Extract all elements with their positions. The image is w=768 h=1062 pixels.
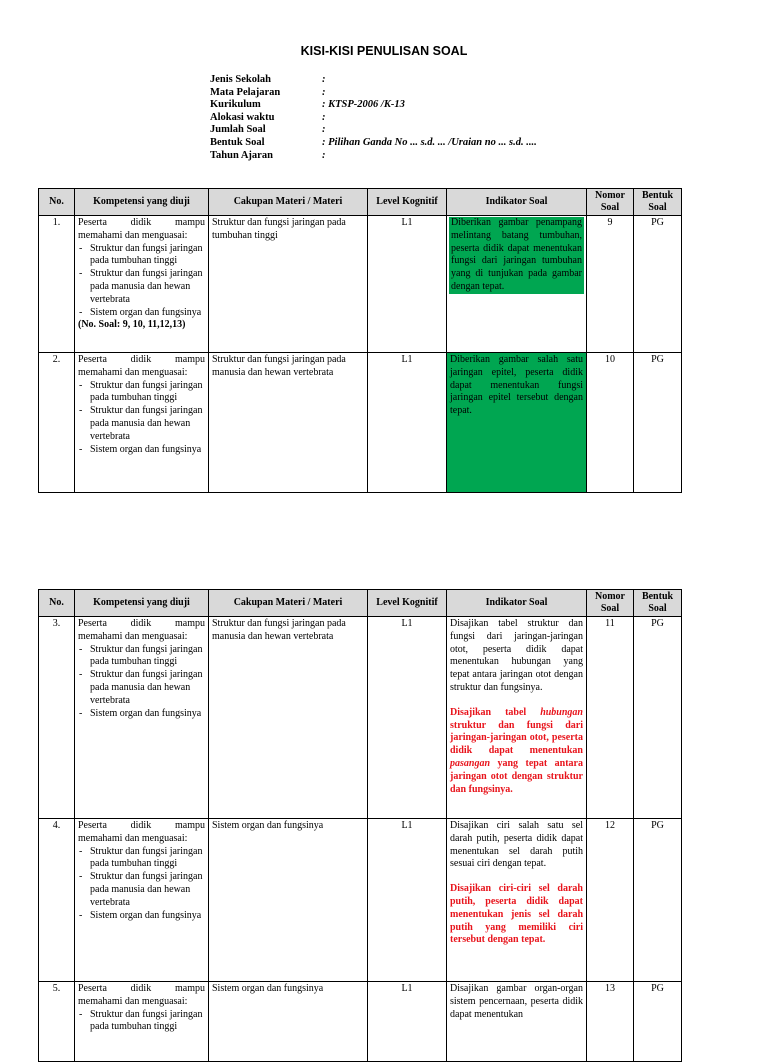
materi-cell: Struktur dan fungsi jaringan pada tumbuhan tinggi bbox=[209, 216, 368, 353]
header-no: No. bbox=[39, 590, 75, 617]
materi-cell: Sistem organ dan fungsinya bbox=[209, 819, 368, 982]
revision-text: yang tepat antara jaringan otot dengan struktur dan fungsinya. bbox=[450, 757, 583, 795]
meta-value: : bbox=[322, 124, 326, 136]
list-item: - Struktur dan fungsi jaringan pada tumbuhan tinggi bbox=[88, 846, 205, 872]
row-no: 4. bbox=[39, 819, 75, 982]
kompetensi-cell bbox=[75, 353, 209, 493]
indikator-highlight: Diberikan gambar penampang melintang batang tumbuhan, peserta didik dapat menentukan fungsi dari jaringan tumbuhan yang di tunjukan pada gambar dengan tepat. bbox=[451, 217, 582, 292]
kisi-kisi-table-1 bbox=[38, 188, 682, 493]
header-nomor: Nomor Soal bbox=[587, 189, 634, 216]
nomor-cell: 12 bbox=[587, 819, 634, 982]
meta-label: Alokasi waktu bbox=[210, 111, 275, 123]
nomor-cell: 9 bbox=[587, 216, 634, 353]
header-no: No. bbox=[39, 189, 75, 216]
meta-label: Tahun Ajaran bbox=[210, 149, 273, 161]
level-cell: L1 bbox=[368, 617, 447, 819]
meta-row-mata-pelajaran bbox=[210, 87, 537, 100]
kompetensi-cell bbox=[75, 216, 209, 353]
kompetensi-intro: Peserta didik mampu memahami dan menguasai: bbox=[78, 618, 205, 642]
kompetensi-cell bbox=[75, 982, 209, 1062]
row-no: 5. bbox=[39, 982, 75, 1062]
table-header-row bbox=[39, 590, 682, 617]
header-level: Level Kognitif bbox=[368, 189, 447, 216]
list-item: - Struktur dan fungsi jaringan pada manusia dan hewan vertebrata bbox=[88, 871, 205, 909]
table-row bbox=[39, 353, 682, 493]
indikator-cell-highlight: Diberikan gambar salah satu jaringan epitel, peserta didik dapat menentukan fungsi jaringan epitel tersebut dengan tepat. bbox=[447, 353, 587, 493]
header-bentuk: Bentuk Soal bbox=[634, 189, 682, 216]
bentuk-cell: PG bbox=[634, 216, 682, 353]
kompetensi-intro: Peserta didik mampu memahami dan menguasai: bbox=[78, 217, 205, 241]
table-row bbox=[39, 819, 682, 982]
header-level: Level Kognitif bbox=[368, 590, 447, 617]
meta-label: Jenis Sekolah bbox=[210, 74, 271, 85]
indikator-cell bbox=[447, 216, 587, 353]
meta-row-bentuk-soal bbox=[210, 137, 537, 150]
kompetensi-list bbox=[78, 380, 205, 457]
kompetensi-cell bbox=[75, 819, 209, 982]
meta-value: : bbox=[322, 74, 326, 85]
revision-text: struktur dan fungsi dari jaringan-jaringan otot, peserta didik dapat menentukan bbox=[450, 719, 583, 757]
bentuk-cell: PG bbox=[634, 982, 682, 1062]
meta-value: : bbox=[322, 149, 326, 161]
kompetensi-intro: Peserta didik mampu memahami dan menguasai: bbox=[78, 983, 205, 1007]
indikator-revision bbox=[450, 707, 583, 797]
document-title: KISI-KISI PENULISAN SOAL bbox=[300, 44, 468, 58]
meta-label: Bentuk Soal bbox=[210, 136, 265, 148]
kompetensi-list bbox=[78, 243, 205, 320]
materi-cell: Struktur dan fungsi jaringan pada manusia dan hewan vertebrata bbox=[209, 617, 368, 819]
list-item: - Struktur dan fungsi jaringan pada manusia dan hewan vertebrata bbox=[88, 405, 205, 443]
meta-label: Jumlah Soal bbox=[210, 124, 266, 136]
bentuk-cell: PG bbox=[634, 617, 682, 819]
level-cell: L1 bbox=[368, 819, 447, 982]
row-no: 3. bbox=[39, 617, 75, 819]
kompetensi-intro: Peserta didik mampu memahami dan menguasai: bbox=[78, 354, 205, 378]
revision-text: Disajikan tabel bbox=[450, 706, 541, 718]
nomor-cell: 13 bbox=[587, 982, 634, 1062]
kompetensi-list bbox=[78, 644, 205, 721]
meta-value: : bbox=[322, 86, 326, 98]
kompetensi-list bbox=[78, 846, 205, 923]
indikator-revision: Disajikan ciri-ciri sel darah putih, peserta didik dapat menentukan jenis sel darah putih yang memiliki ciri tersebut dengan tepat. bbox=[450, 883, 583, 946]
nomor-cell: 11 bbox=[587, 617, 634, 819]
level-cell: L1 bbox=[368, 216, 447, 353]
list-item: - Struktur dan fungsi jaringan pada tumbuhan tinggi bbox=[88, 380, 205, 406]
header-materi: Cakupan Materi / Materi bbox=[209, 590, 368, 617]
indikator-text: Disajikan ciri salah satu sel darah putih, peserta didik dapat menentukan sel darah putih sesuai ciri dengan tepat. bbox=[450, 820, 583, 870]
row-no: 2. bbox=[39, 353, 75, 493]
table-row bbox=[39, 216, 682, 353]
list-item: - Struktur dan fungsi jaringan pada tumbuhan tinggi bbox=[88, 644, 205, 670]
kompetensi-list bbox=[78, 1009, 205, 1035]
meta-row-tahun-ajaran bbox=[210, 150, 537, 163]
bentuk-cell: PG bbox=[634, 819, 682, 982]
meta-value: : KTSP-2006 /K-13 bbox=[322, 99, 405, 111]
meta-row-jenis-sekolah bbox=[210, 74, 537, 87]
no-soal-note: (No. Soal: 9, 10, 11,12,13) bbox=[78, 319, 186, 331]
indikator-text: Disajikan tabel struktur dan fungsi dari jaringan-jaringan otot, peserta didik dapat menentukan hubungan yang tepat antara jaringan otot dengan struktur dan fungsinya. bbox=[450, 618, 583, 693]
list-item: - Struktur dan fungsi jaringan pada manusia dan hewan vertebrata bbox=[88, 669, 205, 707]
kompetensi-cell bbox=[75, 617, 209, 819]
table-row bbox=[39, 617, 682, 819]
meta-label: Kurikulum bbox=[210, 99, 261, 111]
list-item: - Struktur dan fungsi jaringan pada tumbuhan tinggi bbox=[88, 243, 205, 269]
header-materi: Cakupan Materi / Materi bbox=[209, 189, 368, 216]
meta-block bbox=[210, 74, 537, 162]
revision-emphasis: hubungan bbox=[540, 706, 583, 718]
meta-value: : bbox=[322, 111, 326, 123]
meta-row-alokasi-waktu bbox=[210, 112, 537, 125]
row-no: 1. bbox=[39, 216, 75, 353]
materi-cell: Sistem organ dan fungsinya bbox=[209, 982, 368, 1062]
level-cell: L1 bbox=[368, 353, 447, 493]
indikator-cell: Disajikan gambar organ-organ sistem pencernaan, peserta didik dapat menentukan bbox=[447, 982, 587, 1062]
header-kompetensi: Kompetensi yang diuji bbox=[75, 189, 209, 216]
meta-label: Mata Pelajaran bbox=[210, 86, 281, 98]
indikator-cell bbox=[447, 819, 587, 982]
table-header-row bbox=[39, 189, 682, 216]
nomor-cell: 10 bbox=[587, 353, 634, 493]
kisi-kisi-table-2 bbox=[38, 589, 682, 1062]
header-indikator: Indikator Soal bbox=[447, 590, 587, 617]
list-item: - Sistem organ dan fungsinya bbox=[88, 708, 205, 721]
meta-row-kurikulum bbox=[210, 99, 537, 112]
indikator-cell bbox=[447, 617, 587, 819]
revision-emphasis: pasangan bbox=[450, 757, 491, 769]
kompetensi-intro: Peserta didik mampu memahami dan menguasai: bbox=[78, 820, 205, 844]
list-item: - Struktur dan fungsi jaringan pada manusia dan hewan vertebrata bbox=[88, 268, 205, 306]
table-row bbox=[39, 982, 682, 1062]
header-kompetensi: Kompetensi yang diuji bbox=[75, 590, 209, 617]
bentuk-cell: PG bbox=[634, 353, 682, 493]
header-nomor: Nomor Soal bbox=[587, 590, 634, 617]
materi-cell: Struktur dan fungsi jaringan pada manusia dan hewan vertebrata bbox=[209, 353, 368, 493]
list-item: - Struktur dan fungsi jaringan pada tumbuhan tinggi bbox=[88, 1009, 205, 1035]
list-item: - Sistem organ dan fungsinya bbox=[88, 307, 205, 320]
header-bentuk: Bentuk Soal bbox=[634, 590, 682, 617]
level-cell: L1 bbox=[368, 982, 447, 1062]
list-item: - Sistem organ dan fungsinya bbox=[88, 444, 205, 457]
list-item: - Sistem organ dan fungsinya bbox=[88, 910, 205, 923]
meta-value: : Pilihan Ganda No ... s.d. ... /Uraian no ... s.d. .... bbox=[322, 136, 537, 148]
header-indikator: Indikator Soal bbox=[447, 189, 587, 216]
meta-row-jumlah-soal bbox=[210, 124, 537, 137]
